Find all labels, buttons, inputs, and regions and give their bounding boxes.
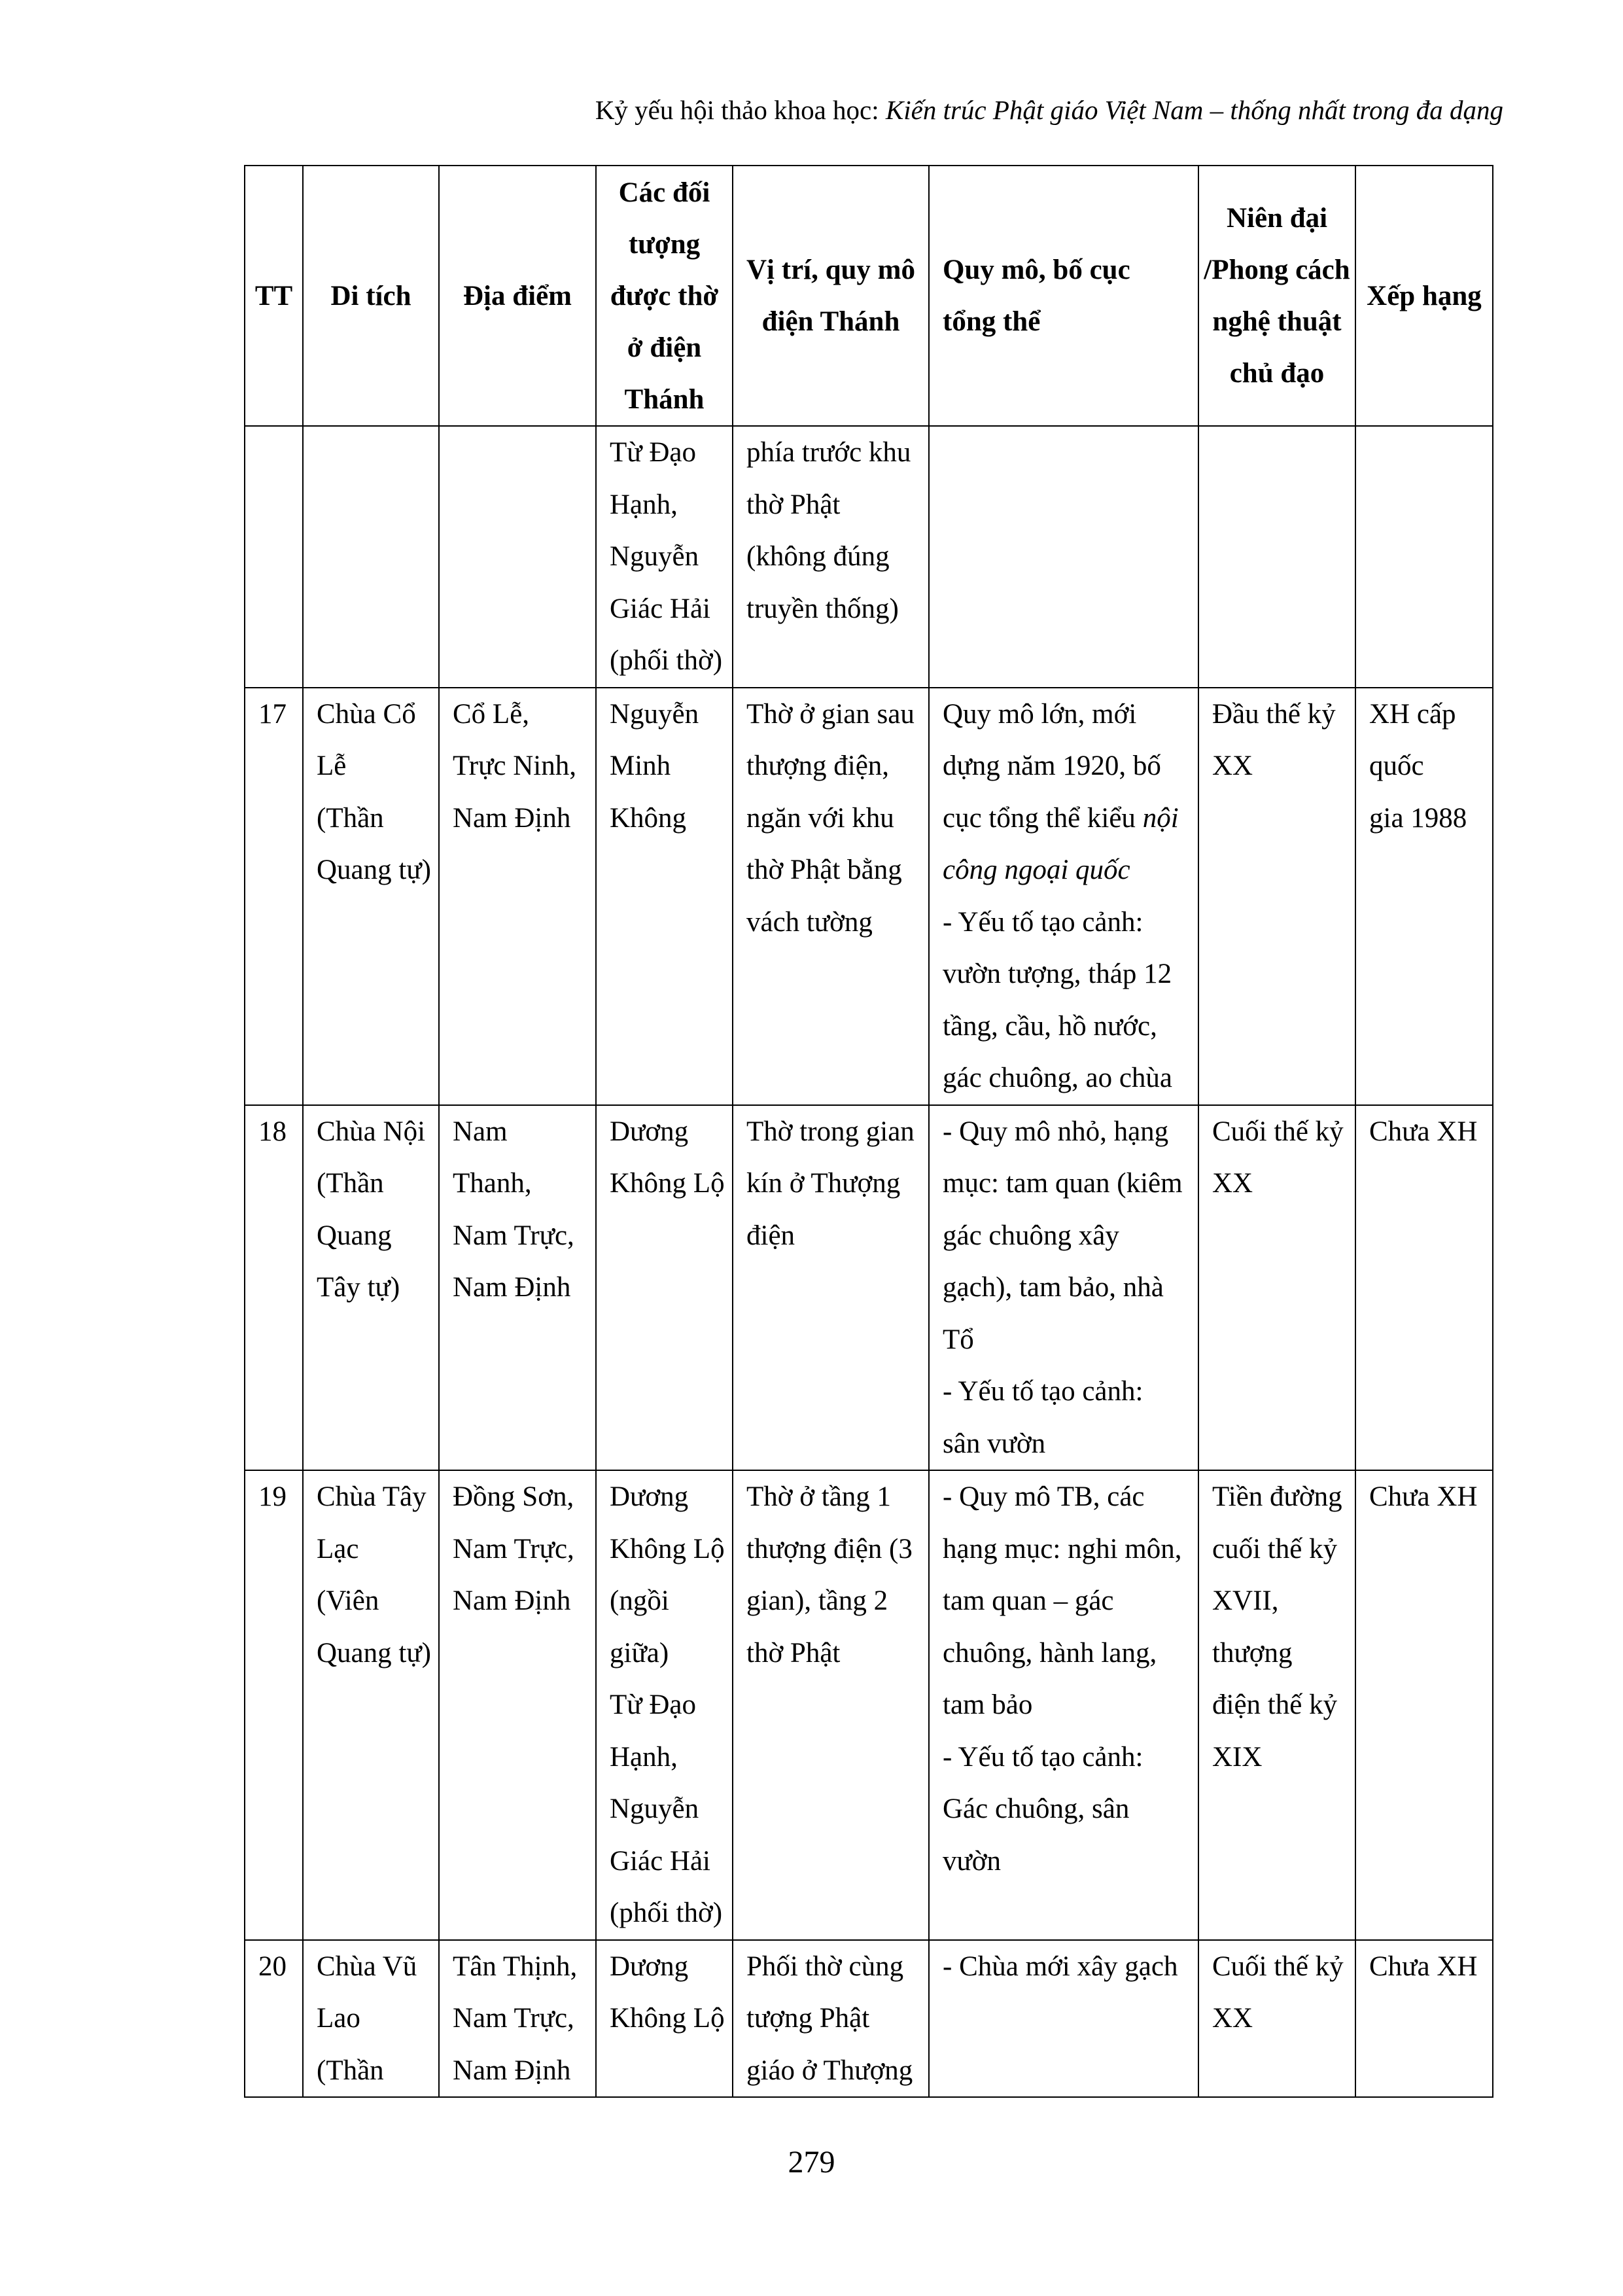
- cell-line: (Thần: [317, 1168, 384, 1199]
- cell-line: Chùa Nội: [317, 1116, 426, 1147]
- cell-line: Tây tự): [317, 1272, 400, 1303]
- cell-nien-dai: [1198, 1105, 1355, 1471]
- cell-line: vườn tượng, tháp 12: [943, 959, 1172, 989]
- cell-line: phía trước khu: [746, 437, 911, 468]
- cell-xep-hang: [1355, 1105, 1493, 1471]
- page-number: 279: [788, 2145, 835, 2180]
- col-header-line: được thờ: [610, 280, 719, 311]
- cell-line: Nam Trực,: [453, 2003, 574, 2034]
- cell-xep-hang: [1355, 1940, 1493, 2098]
- cell-line: Nam Trực,: [453, 1533, 574, 1564]
- col-header-di-tich: [303, 166, 439, 426]
- cell-line: XX: [1212, 751, 1253, 781]
- cell-tt: [245, 1105, 303, 1471]
- col-header-line: Quy mô, bố cục: [943, 255, 1130, 285]
- cell-line: điện: [746, 1220, 795, 1251]
- cell-line: hạng mục: nghi môn,: [943, 1533, 1182, 1564]
- col-header-line: ở điện: [627, 332, 702, 363]
- cell-quy-mo: [929, 1940, 1198, 2098]
- col-header-line: Di tích: [330, 280, 411, 311]
- cell-line: [943, 855, 1130, 885]
- col-header-line: Các đối: [618, 177, 710, 208]
- cell-line: Lạc: [317, 1533, 359, 1564]
- cell-doi-tuong: [596, 426, 733, 688]
- cell-doi-tuong: [596, 1470, 733, 1940]
- cell-line: Cuối thế kỷ: [1212, 1116, 1344, 1147]
- cell-line: Minh: [610, 751, 671, 781]
- col-header-tt: [245, 166, 303, 426]
- cell-line: - Yếu tố tạo cảnh:: [943, 1376, 1143, 1407]
- cell-line: gác chuông xây: [943, 1220, 1119, 1251]
- cell-quy-mo: [929, 1470, 1198, 1940]
- cell-line: điện thế kỷ: [1212, 1689, 1338, 1720]
- cell-line: Nguyễn: [610, 541, 699, 572]
- cell-line: Trực Ninh,: [453, 751, 576, 781]
- cell-line: tam quan – gác: [943, 1585, 1114, 1616]
- cell-line: Chưa XH: [1369, 1116, 1478, 1147]
- cell-line: Đầu thế kỷ: [1212, 698, 1336, 730]
- cell-line: - Quy mô nhỏ, hạng: [943, 1116, 1169, 1147]
- heritage-table: [244, 165, 1493, 2098]
- cell-line: Từ Đạo: [610, 437, 696, 468]
- cell-line: - Chùa mới xây gạch: [943, 1951, 1178, 1982]
- cell-vi-tri: [733, 1470, 929, 1940]
- cell-di-tich: [303, 1940, 439, 2098]
- col-header-line: tổng thể: [943, 306, 1041, 337]
- cell-line: cuối thế kỷ: [1212, 1533, 1338, 1564]
- cell-line: Thờ trong gian: [746, 1116, 915, 1147]
- cell-doi-tuong: [596, 1940, 733, 2098]
- cell-line: Lễ: [317, 751, 347, 781]
- cell-line: quốc: [1369, 751, 1424, 781]
- cell-line: Quang: [317, 1220, 392, 1251]
- cell-doi-tuong: [596, 1105, 733, 1471]
- col-header-nien-dai: [1198, 166, 1355, 426]
- cell-vi-tri: [733, 688, 929, 1105]
- cell-line: Từ Đạo: [610, 1689, 696, 1720]
- cell-line: Thờ ở gian sau: [746, 698, 915, 730]
- cell-dia-diem: [439, 688, 596, 1105]
- col-header-line: TT: [254, 280, 293, 311]
- cell-line: Không: [610, 802, 687, 834]
- cell-line: Nam Định: [453, 802, 571, 834]
- cell-line: Nam: [453, 1116, 508, 1147]
- cell-di-tich: [303, 426, 439, 688]
- cell-line: Quy mô lớn, mới: [943, 698, 1137, 730]
- col-header-doi-tuong: [596, 166, 733, 426]
- col-header-line: điện Thánh: [761, 306, 900, 337]
- col-header-vi-tri: [733, 166, 929, 426]
- cell-line: vườn: [943, 1845, 1002, 1877]
- cell-quy-mo: [929, 688, 1198, 1105]
- cell-doi-tuong: [596, 688, 733, 1105]
- cell-xep-hang: [1355, 688, 1493, 1105]
- cell-line: Chùa Vũ: [317, 1951, 417, 1982]
- cell-line: Chùa Tây: [317, 1481, 427, 1512]
- cell-xep-hang: [1355, 426, 1493, 688]
- cell-line: gạch), tam bảo, nhà: [943, 1272, 1164, 1303]
- cell-nien-dai: [1198, 688, 1355, 1105]
- cell-line: truyền thống): [746, 593, 899, 624]
- table-row: [245, 1940, 1493, 2098]
- cell-line: thượng điện,: [746, 751, 890, 781]
- italic-term: nội: [1142, 802, 1179, 834]
- cell-line: (phối thờ): [610, 1898, 723, 1928]
- cell-line: cục tổng thể kiểu nội: [943, 802, 1179, 834]
- cell-line: Gác chuông, sân: [943, 1793, 1130, 1824]
- cell-line: giữa): [610, 1637, 669, 1669]
- cell-line: Quang tự): [317, 1637, 431, 1669]
- cell-line: Nam Định: [453, 1272, 571, 1303]
- cell-di-tich: [303, 688, 439, 1105]
- cell-line: Cuối thế kỷ: [1212, 1951, 1344, 1982]
- cell-line: mục: tam quan (kiêm: [943, 1168, 1183, 1199]
- cell-xep-hang: [1355, 1470, 1493, 1940]
- cell-tt: [245, 426, 303, 688]
- cell-line: Dương: [610, 1481, 689, 1512]
- cell-tt: [245, 1470, 303, 1940]
- cell-dia-diem: [439, 1470, 596, 1940]
- cell-line: thờ Phật: [746, 1637, 841, 1669]
- cell-nien-dai: [1198, 426, 1355, 688]
- cell-line: thượng điện (3: [746, 1533, 913, 1564]
- col-header-xep-hang: [1355, 166, 1493, 426]
- col-header-line: chủ đạo: [1229, 358, 1325, 389]
- cell-line: sân vườn: [943, 1428, 1046, 1459]
- col-header-line: Thánh: [624, 383, 705, 415]
- cell-line: Dương: [610, 1116, 689, 1147]
- cell-vi-tri: [733, 426, 929, 688]
- cell-di-tich: [303, 1105, 439, 1471]
- cell-line: Chưa XH: [1369, 1951, 1478, 1982]
- header-title: Kiến trúc Phật giáo Việt Nam – thống nhất trong đa dạng: [885, 95, 1503, 125]
- cell-line: thượng: [1212, 1637, 1293, 1669]
- cell-line: (phối thờ): [610, 645, 723, 676]
- cell-vi-tri: [733, 1105, 929, 1471]
- col-header-quy-mo: [929, 166, 1198, 426]
- cell-tt: [245, 688, 303, 1105]
- table-row: [245, 426, 1493, 688]
- col-header-line: Địa điểm: [462, 280, 572, 311]
- cell-quy-mo: [929, 1105, 1198, 1471]
- cell-line: Tổ: [943, 1324, 974, 1355]
- cell-line: ngăn với khu: [746, 802, 894, 834]
- table-row: [245, 1470, 1493, 1940]
- cell-line: - Yếu tố tạo cảnh:: [943, 1741, 1143, 1773]
- cell-line: Giác Hải: [610, 1845, 711, 1877]
- cell-line: Tiền đường: [1212, 1481, 1342, 1512]
- table-body: [245, 426, 1493, 2097]
- cell-line: XX: [1212, 1168, 1253, 1199]
- cell-line: gian), tầng 2: [746, 1585, 888, 1616]
- cell-line: Nam Định: [453, 2055, 571, 2086]
- cell-line: 17: [258, 698, 287, 730]
- cell-line: (Thần: [317, 2055, 384, 2086]
- cell-line: 19: [258, 1481, 287, 1512]
- cell-line: XX: [1212, 2003, 1253, 2034]
- running-header: [0, 93, 1503, 127]
- cell-di-tich: [303, 1470, 439, 1940]
- cell-dia-diem: [439, 426, 596, 688]
- cell-line: Thanh,: [453, 1168, 532, 1199]
- cell-line: kín ở Thượng: [746, 1168, 901, 1199]
- cell-dia-diem: [439, 1940, 596, 2098]
- cell-vi-tri: [733, 1940, 929, 2098]
- cell-line: Không Lộ: [610, 2003, 725, 2034]
- header-row: [245, 166, 1493, 426]
- table-row: [245, 1105, 1493, 1471]
- cell-quy-mo: [929, 426, 1198, 688]
- cell-line: giáo ở Thượng: [746, 2055, 913, 2086]
- cell-line: tam bảo: [943, 1689, 1033, 1720]
- cell-line: Cổ Lễ,: [453, 698, 530, 730]
- cell-line: Nam Định: [453, 1585, 571, 1616]
- col-header-line: /Phong cách: [1204, 255, 1350, 285]
- cell-line: tượng Phật: [746, 2003, 870, 2034]
- cell-line: Nguyễn: [610, 1793, 699, 1824]
- cell-line: Quang tự): [317, 855, 431, 885]
- cell-line: (ngồi: [610, 1585, 669, 1616]
- cell-line: Chưa XH: [1369, 1481, 1478, 1512]
- cell-line: - Quy mô TB, các: [943, 1481, 1145, 1512]
- cell-line: dựng năm 1920, bố: [943, 751, 1161, 781]
- cell-nien-dai: [1198, 1940, 1355, 2098]
- cell-line: Nguyễn: [610, 698, 699, 730]
- cell-line: - Yếu tố tạo cảnh:: [943, 906, 1143, 938]
- cell-line: tầng, cầu, hồ nước,: [943, 1010, 1157, 1042]
- cell-line: chuông, hành lang,: [943, 1637, 1157, 1669]
- cell-line: (không đúng: [746, 541, 890, 572]
- col-header-line: tượng: [628, 228, 701, 260]
- cell-line: 18: [258, 1116, 287, 1147]
- col-header-dia-diem: [439, 166, 596, 426]
- cell-line: Dương: [610, 1951, 689, 1982]
- italic-term: công ngoại quốc: [943, 855, 1130, 885]
- cell-line: XH cấp: [1369, 698, 1456, 730]
- cell-line: Lao: [317, 2003, 360, 2034]
- cell-line: XVII,: [1212, 1585, 1279, 1616]
- cell-line: Hạnh,: [610, 489, 678, 520]
- cell-line: thờ Phật: [746, 489, 841, 520]
- cell-line: gác chuông, ao chùa: [943, 1063, 1173, 1093]
- header-prefix: Kỷ yếu hội thảo khoa học:: [595, 95, 886, 125]
- cell-line: Phối thờ cùng: [746, 1951, 904, 1982]
- cell-line: Không Lộ: [610, 1533, 725, 1564]
- cell-line: Thờ ở tầng 1: [746, 1481, 892, 1512]
- cell-nien-dai: [1198, 1470, 1355, 1940]
- cell-line: Tân Thịnh,: [453, 1951, 578, 1982]
- cell-line: 20: [258, 1951, 287, 1982]
- cell-line: (Thần: [317, 802, 384, 834]
- cell-tt: [245, 1940, 303, 2098]
- table-row: [245, 688, 1493, 1105]
- cell-line: Giác Hải: [610, 593, 711, 624]
- cell-line: Nam Trực,: [453, 1220, 574, 1251]
- cell-dia-diem: [439, 1105, 596, 1471]
- cell-line: vách tường: [746, 906, 873, 938]
- cell-line: Không Lộ: [610, 1168, 725, 1199]
- col-header-line: nghệ thuật: [1212, 306, 1342, 337]
- col-header-line: Niên đại: [1226, 203, 1328, 234]
- cell-line: XIX: [1212, 1741, 1263, 1773]
- cell-line: thờ Phật bằng: [746, 855, 902, 885]
- cell-line: Chùa Cổ: [317, 698, 416, 730]
- col-header-line: Xếp hạng: [1367, 280, 1482, 311]
- col-header-line: Vị trí, quy mô: [746, 255, 915, 285]
- cell-line: (Viên: [317, 1585, 379, 1616]
- cell-line: Hạnh,: [610, 1741, 678, 1773]
- cell-line: Đồng Sơn,: [453, 1481, 574, 1512]
- cell-line: gia 1988: [1369, 802, 1467, 834]
